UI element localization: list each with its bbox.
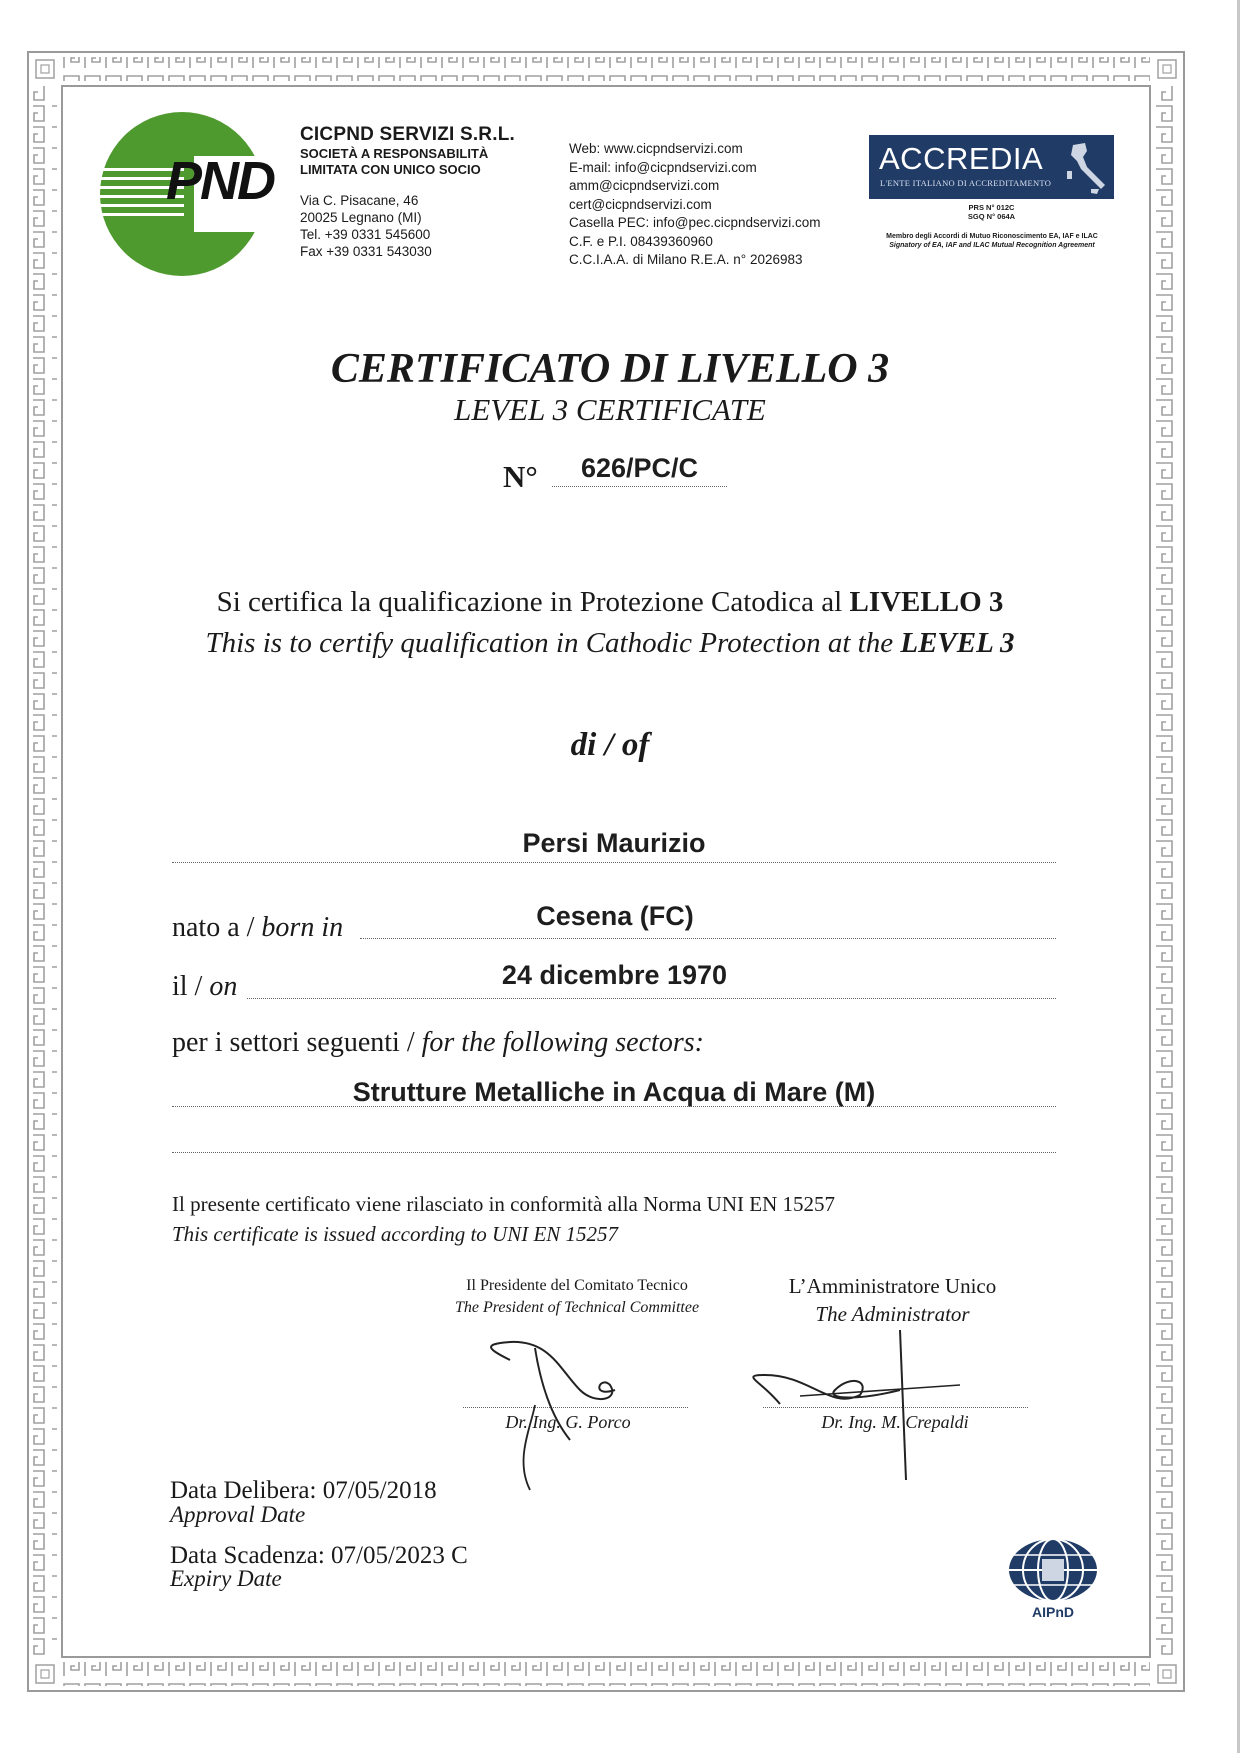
norm-en: This certificate is issued according to UNI EN 15257 [172, 1222, 619, 1246]
contact-cert: cert@cicpndservizi.com [569, 196, 712, 212]
pnd-logo-text: PND [166, 151, 275, 211]
on-label [172, 971, 237, 1003]
contact-rea: C.C.I.A.A. di Milano R.E.A. n° 2026983 [569, 252, 803, 267]
certificate-number: 626/PC/C [580, 453, 699, 483]
contact-web: Web: www.cicpndservizi.com [569, 141, 743, 156]
approval-row [170, 1477, 437, 1505]
contact-email: E-mail: info@cicpndservizi.com [569, 159, 757, 175]
aipnd-label: AIPnD [1032, 1604, 1074, 1620]
admin-role-en: The Administrator [815, 1302, 970, 1326]
president-role-en: The President of Technical Committee [454, 1299, 700, 1316]
birth-date: 24 dicembre 1970 [501, 960, 728, 990]
expiry-value: 07/05/2023 C [331, 1542, 468, 1569]
of-label: di / of [570, 727, 650, 763]
approval-value: 07/05/2018 [322, 1477, 437, 1504]
company-legal-form-1: SOCIETÀ A RESPONSABILITÀ [300, 146, 489, 161]
contact-tax-id: C.F. e P.I. 08439360960 [569, 233, 713, 249]
contact-amm: amm@cicpndservizi.com [569, 178, 720, 193]
accredia-codes [869, 203, 1114, 221]
certificate-title-en: LEVEL 3 CERTIFICATE [454, 392, 766, 427]
expiry-label-it: Data Scadenza: [170, 1542, 325, 1569]
statement-it-prefix: Si certifica la qualificazione in Protezione Catodica al [216, 586, 850, 618]
president-name: Dr. Ing. G. Porco [505, 1412, 631, 1432]
handwritten-signatures [440, 1320, 1040, 1500]
on-label-en: on [209, 971, 238, 1002]
on-label-it: il / [172, 971, 210, 1002]
company-city: 20025 Legnano (MI) [300, 210, 422, 225]
certificate-number-line [552, 486, 727, 487]
certificate-title-it: CERTIFICATO DI LIVELLO 3 [330, 346, 890, 392]
born-label [172, 912, 343, 944]
company-fax: Fax +39 0331 543030 [300, 244, 432, 259]
company-street: Via C. Pisacane, 46 [300, 193, 419, 208]
born-label-it: nato a / [172, 912, 262, 943]
company-block [300, 124, 570, 260]
approval-label-it: Data Delibera: [170, 1477, 317, 1504]
birthplace: Cesena (FC) [536, 901, 694, 931]
italy-map-icon [1063, 141, 1107, 195]
sector-line-2 [172, 1152, 1056, 1153]
expiry-label-en: Expiry Date [170, 1566, 282, 1591]
company-phone: Tel. +39 0331 545600 [300, 227, 431, 242]
company-name: CICPND SERVIZI S.R.L. [300, 124, 515, 145]
holder-name: Persi Maurizio [522, 828, 706, 858]
accredia-note-en: Signatory of EA, IAF and ILAC Mutual Recognition Agreement [889, 242, 1095, 249]
norm-it: Il presente certificato viene rilasciato in conformità alla Norma UNI EN 15257 [172, 1192, 835, 1216]
sectors-label-it: per i settori seguenti / [172, 1027, 422, 1058]
statement-en-level: LEVEL 3 [900, 627, 1015, 659]
statement-it [0, 586, 1220, 619]
admin-role-it: L’Amministratore Unico [788, 1274, 997, 1298]
accredia-name: ACCREDIA [879, 141, 1044, 176]
contacts-block [569, 140, 859, 270]
born-label-en: born in [261, 912, 344, 943]
accredia-logo [869, 135, 1114, 199]
contact-pec: Casella PEC: info@pec.cicpndservizi.com [569, 215, 821, 230]
company-legal-form-2: LIMITATA CON UNICO SOCIO [300, 162, 481, 177]
certificate-number-label: N° [503, 459, 538, 494]
statement-en [0, 627, 1220, 660]
sectors-label-en: for the following sectors: [421, 1027, 704, 1058]
statement-en-prefix: This is to certify qualification in Cathodic Protection at the [205, 627, 901, 659]
approval-label-en: Approval Date [170, 1502, 306, 1527]
statement-it-level: LIVELLO 3 [849, 586, 1004, 618]
accredia-note [862, 232, 1122, 250]
accredia-tagline: L'ENTE ITALIANO DI ACCREDITAMENTO [880, 178, 1052, 188]
accredia-code-prs: PRS N° 012C [968, 203, 1015, 212]
accredia-note-it: Membro degli Accordi di Mutuo Riconoscimento EA, IAF e ILAC [886, 233, 1098, 240]
admin-name: Dr. Ing. M. Crepaldi [821, 1412, 969, 1432]
aipnd-globe-icon [1008, 1537, 1098, 1607]
birthplace-line [360, 938, 1056, 939]
holder-name-line [172, 862, 1056, 863]
accredia-code-sgq: SGQ N° 064A [967, 212, 1016, 221]
president-role-it: Il Presidente del Comitato Tecnico [466, 1277, 688, 1294]
pnd-logo [98, 110, 288, 278]
birth-date-line [247, 998, 1056, 999]
sectors-label [172, 1027, 704, 1059]
sector: Strutture Metalliche in Acqua di Mare (M) [352, 1077, 876, 1107]
